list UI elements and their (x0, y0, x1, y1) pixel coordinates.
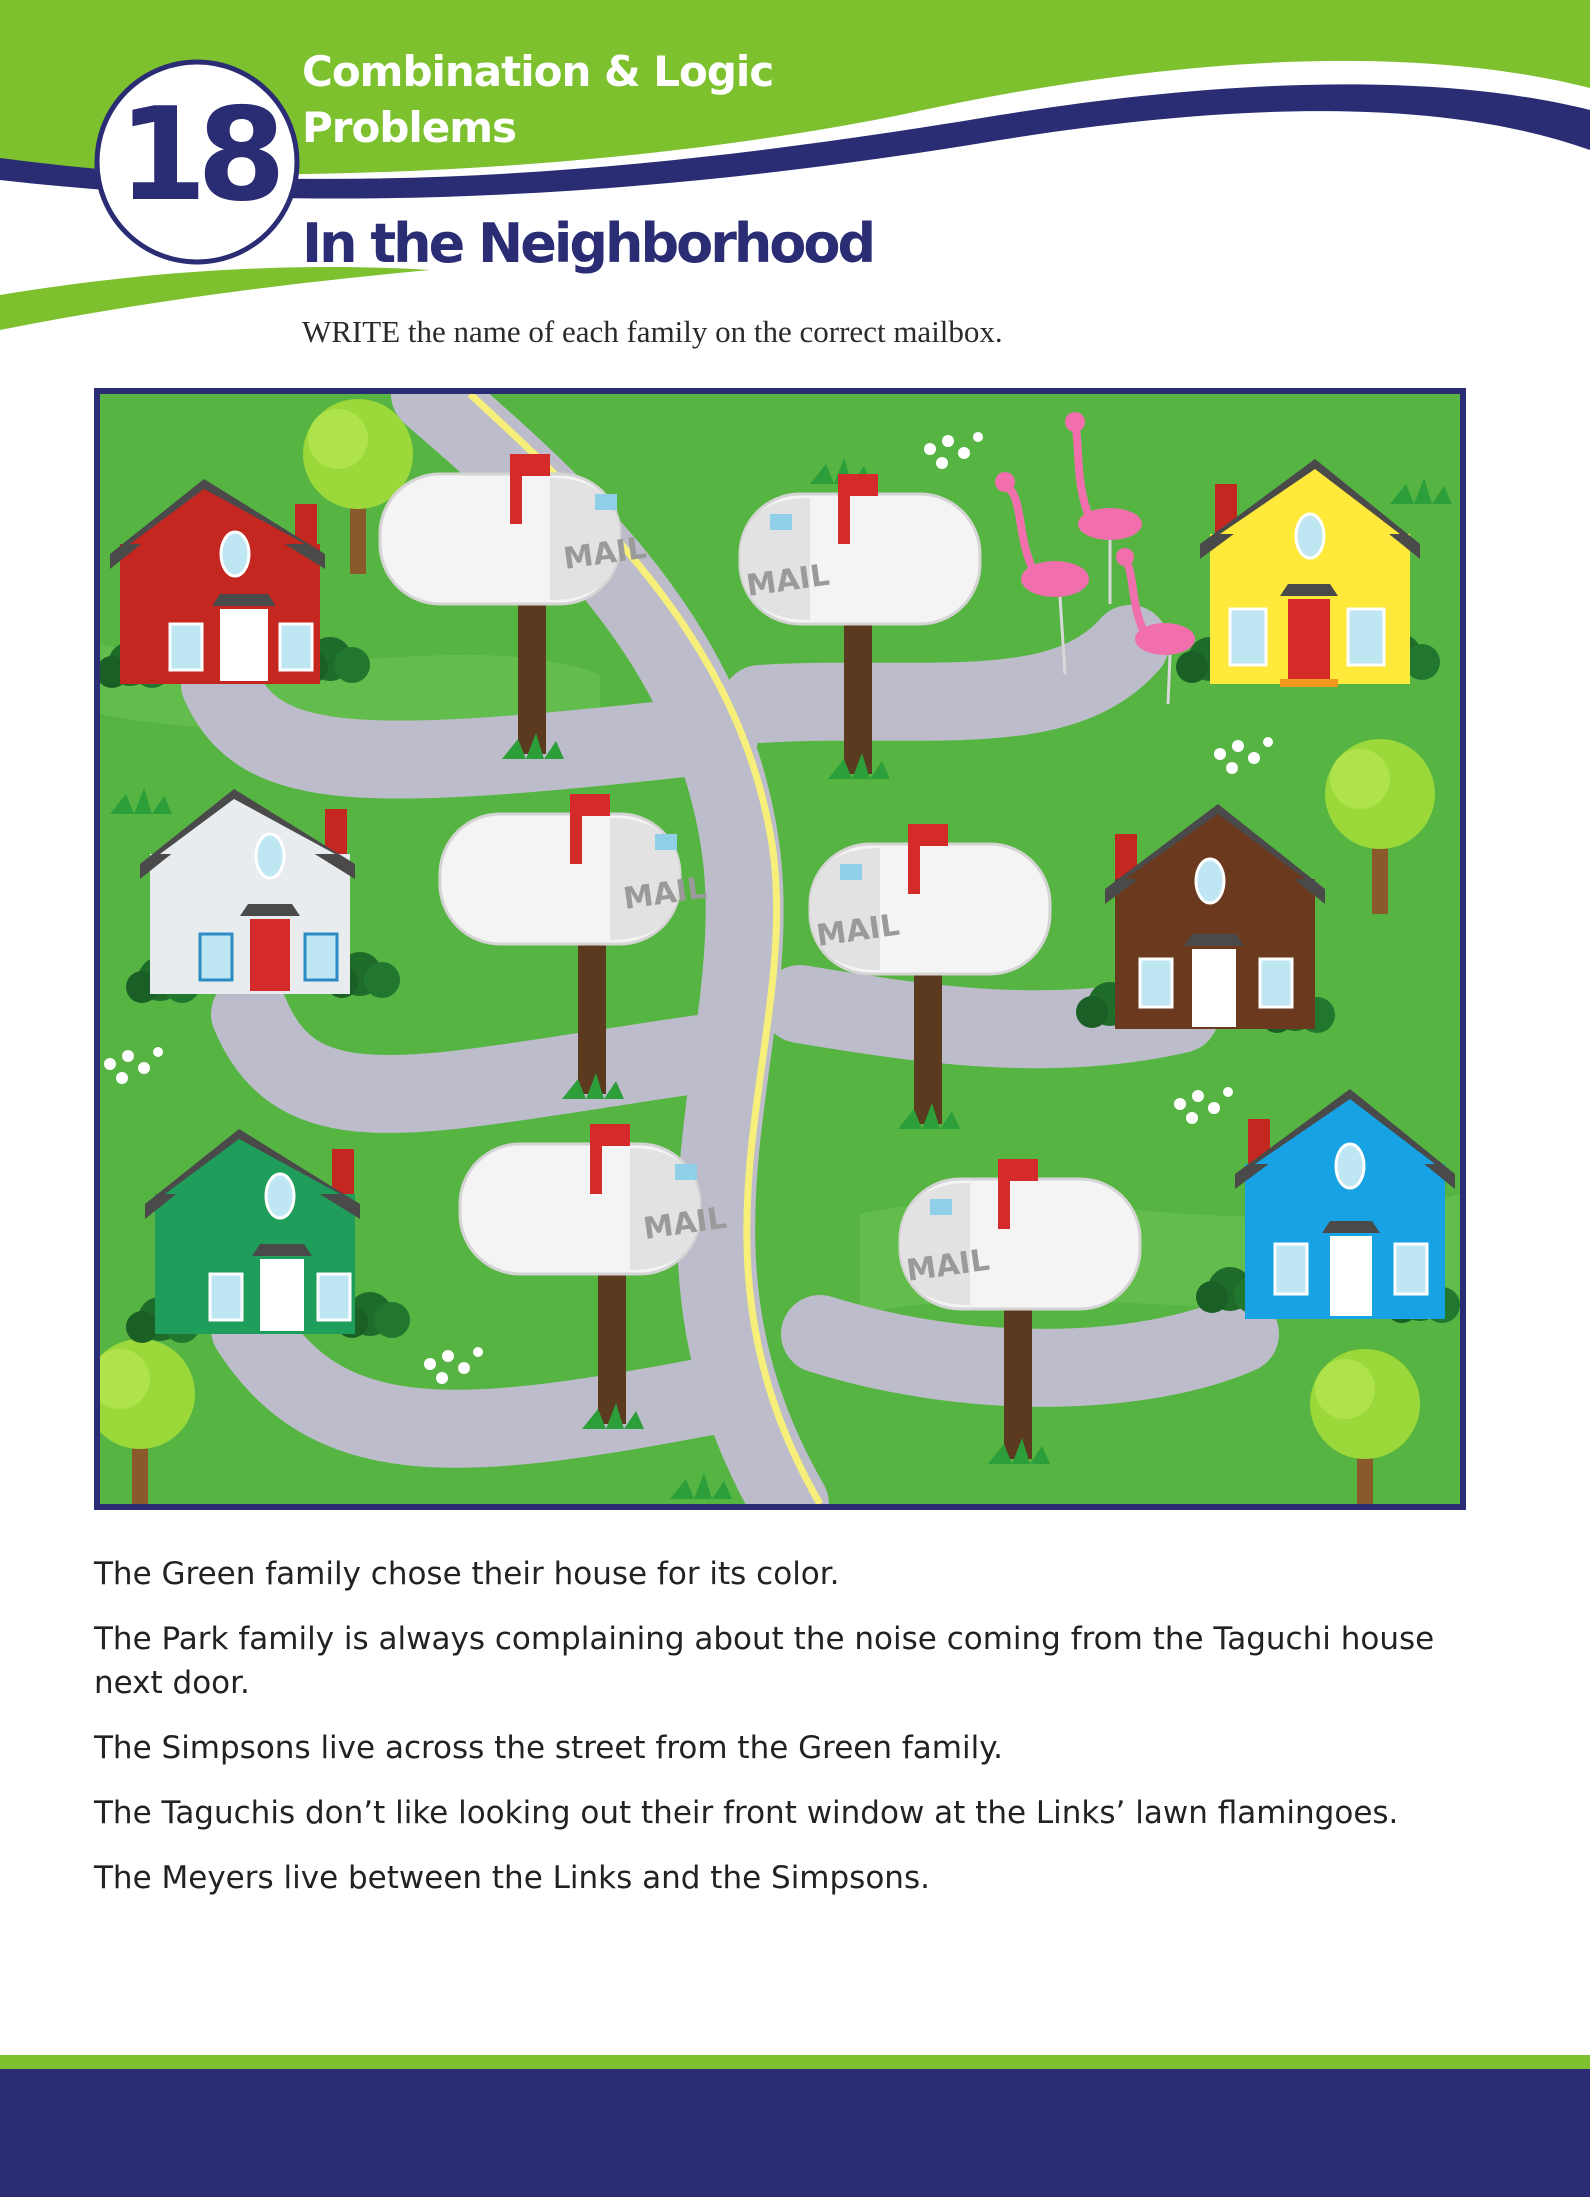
mailbox-label: MAIL (621, 870, 709, 917)
instruction-text: WRITE the name of each family on the correct mailbox. (302, 314, 1003, 349)
section-number: 18 (117, 80, 277, 230)
section-title-line-2: Problems (302, 103, 517, 152)
clue-5: The Meyers live between the Links and the Simpsons. (94, 1860, 930, 1896)
mailbox-label: MAIL (561, 530, 649, 577)
footer-stripe (0, 2055, 1590, 2069)
section-title (302, 44, 773, 156)
clue-1: The Green family chose their house for its color. (94, 1556, 840, 1592)
neighborhood-map (94, 388, 1466, 1510)
mailbox-label: MAIL (744, 557, 832, 604)
mailbox-label: MAIL (904, 1242, 992, 1289)
clue-4: The Taguchis don’t like looking out their front window at the Links’ lawn flamingoes. (94, 1795, 1399, 1831)
clue-3: The Simpsons live across the street from the Green family. (94, 1730, 1003, 1766)
page-title: In the Neighborhood (302, 212, 874, 275)
clue-list (94, 1552, 1494, 1921)
mailbox-label: MAIL (641, 1200, 729, 1247)
map-illustration (100, 394, 1460, 1504)
clue-2: The Park family is always complaining about the noise coming from the Taguchi house next door. (94, 1621, 1435, 1701)
section-title-line-1: Combination & Logic (302, 47, 774, 96)
footer-band (0, 2069, 1590, 2197)
mailbox-label: MAIL (814, 907, 902, 954)
